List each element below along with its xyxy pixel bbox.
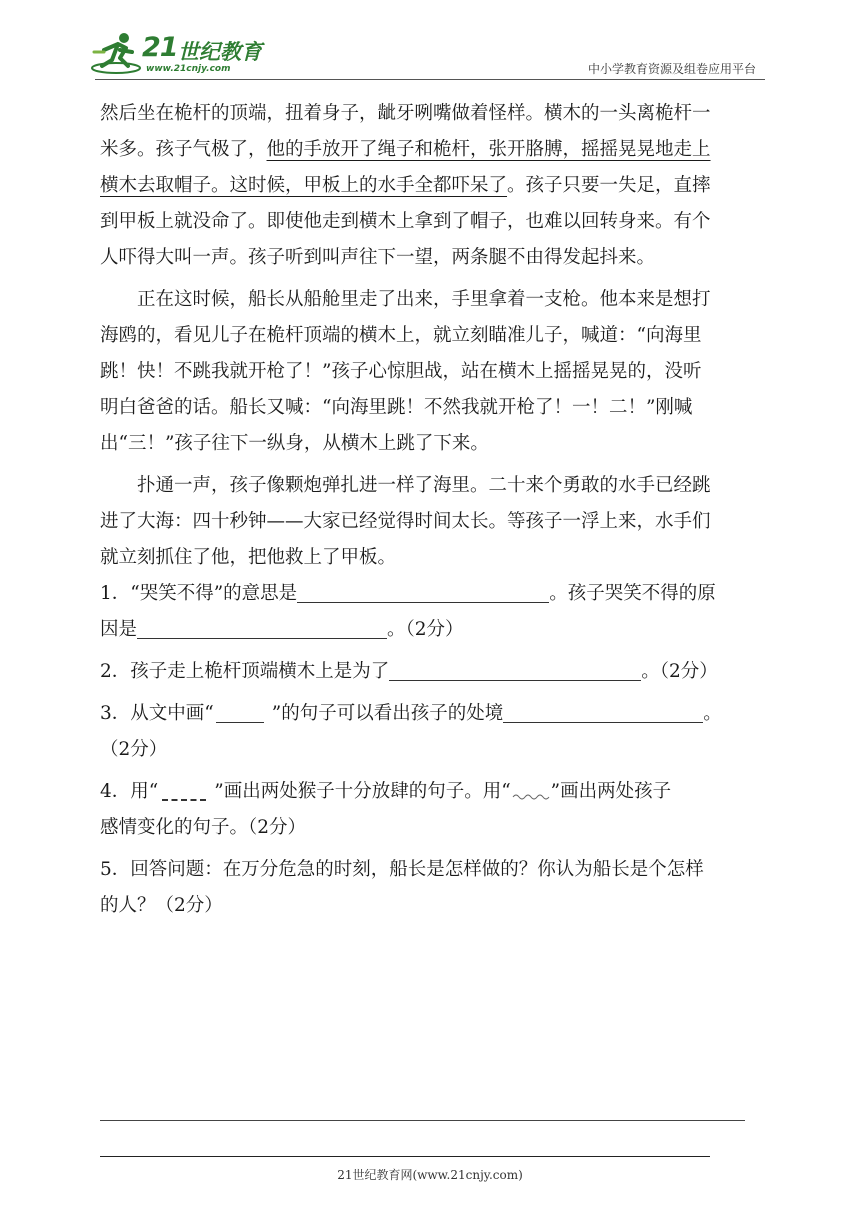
question-text: 2．孩子走上桅杆顶端横木上是为了 (100, 661, 390, 682)
question-2 (100, 654, 765, 690)
question-1-cont (100, 612, 765, 648)
answer-blank[interactable] (503, 702, 703, 723)
document-body (100, 96, 765, 924)
text-line: 人吓得大叫一声。孩子听到叫声往下一望，两条腿不由得发起抖来。 (100, 247, 656, 268)
dashed-line-sample (162, 779, 206, 801)
text-line (100, 132, 765, 168)
text-line: 跳！快！不跳我就开枪了！”孩子心惊胆战，站在横木上摇摇晃晃的，没听 (100, 361, 702, 382)
text-line: 扑通一声，孩子像颗炮弹扎进一样了海里。二十来个勇敢的水手已经跳 (137, 475, 711, 496)
text-line: 明白爸爸的话。船长又喊：“向海里跳！不然我就开枪了！一！二！”刚喊 (100, 397, 693, 418)
text-line: 到甲板上就没命了。即使他走到横木上拿到了帽子，也难以回转身来。有个 (100, 211, 711, 232)
question-text: ”画出两处猴子十分放肆的句子。用“ (214, 781, 511, 802)
answer-blank[interactable] (389, 660, 641, 681)
text-line (100, 168, 765, 204)
question-4-cont: 感情变化的句子。（2分） (100, 817, 307, 838)
site-logo (90, 30, 280, 78)
wavy-line-sample (511, 781, 551, 801)
logo-text: 世纪教育 (178, 40, 262, 64)
question-text: 。 (703, 703, 722, 724)
header-divider (95, 79, 765, 80)
text-line: 进了大海：四十秒钟——大家已经觉得时间太长。等孩子一浮上来，水手们 (100, 511, 711, 532)
text-span: 米多。孩子气极了， (100, 139, 267, 160)
text-line: 出“三！”孩子往下一纵身，从横木上跳了下来。 (100, 433, 489, 454)
question-text: 因是 (100, 619, 138, 640)
question-text: 。（2分） (387, 619, 464, 640)
question-3-score: （2分） (100, 739, 168, 760)
underline-sample (216, 702, 264, 723)
question-1 (100, 576, 765, 612)
page-footer: 21世纪教育网(www.21cnjy.com) (337, 1168, 523, 1182)
logo-url: www.21cnjy.com (146, 64, 231, 74)
question-4 (100, 774, 765, 810)
question-5-cont: 的人？（2分） (100, 895, 223, 916)
text-span: 。孩子只要一失足，直摔 (507, 175, 711, 196)
text-line: 海鸥的，看见儿子在桅杆顶端的横木上，就立刻瞄准儿子，喊道：“向海里 (100, 325, 702, 346)
page-header (90, 30, 770, 80)
underlined-sentence: 横木去取帽子。这时候，甲板上的水手全都吓呆了 (100, 175, 508, 196)
question-text: 。（2分） (641, 661, 718, 682)
question-text: ”画出两处孩子 (550, 781, 672, 802)
answer-line[interactable] (100, 1120, 745, 1121)
question-text: 4．用“ (100, 781, 159, 802)
logo-number: 21 (142, 32, 178, 63)
text-line: 就立刻抓住了他，把他救上了甲板。 (100, 547, 397, 568)
question-3 (100, 696, 765, 732)
text-line: 正在这时候，船长从船舱里走了出来，手里拿着一支枪。他本来是想打 (137, 289, 711, 310)
answer-blank[interactable] (137, 618, 387, 639)
question-5: 5．回答问题：在万分危急的时刻，船长是怎样做的？你认为船长是个怎样 (100, 859, 704, 880)
footer-divider (100, 1156, 710, 1157)
answer-blank[interactable] (297, 582, 549, 603)
runner-logo-icon (90, 30, 142, 76)
text-line: 然后坐在桅杆的顶端，扭着身子，龇牙咧嘴做着怪样。横木的一头离桅杆一 (100, 103, 711, 124)
question-text: 1．“哭笑不得”的意思是 (100, 583, 298, 604)
question-text: 。孩子哭笑不得的原 (549, 583, 716, 604)
question-text: ”的句子可以看出孩子的处境 (271, 703, 504, 724)
question-text: 3．从文中画“ (100, 703, 214, 724)
underlined-sentence: 他的手放开了绳子和桅杆，张开胳膊，摇摇晃晃地走上 (266, 139, 711, 160)
platform-name: 中小学教育资源及组卷应用平台 (587, 62, 756, 76)
